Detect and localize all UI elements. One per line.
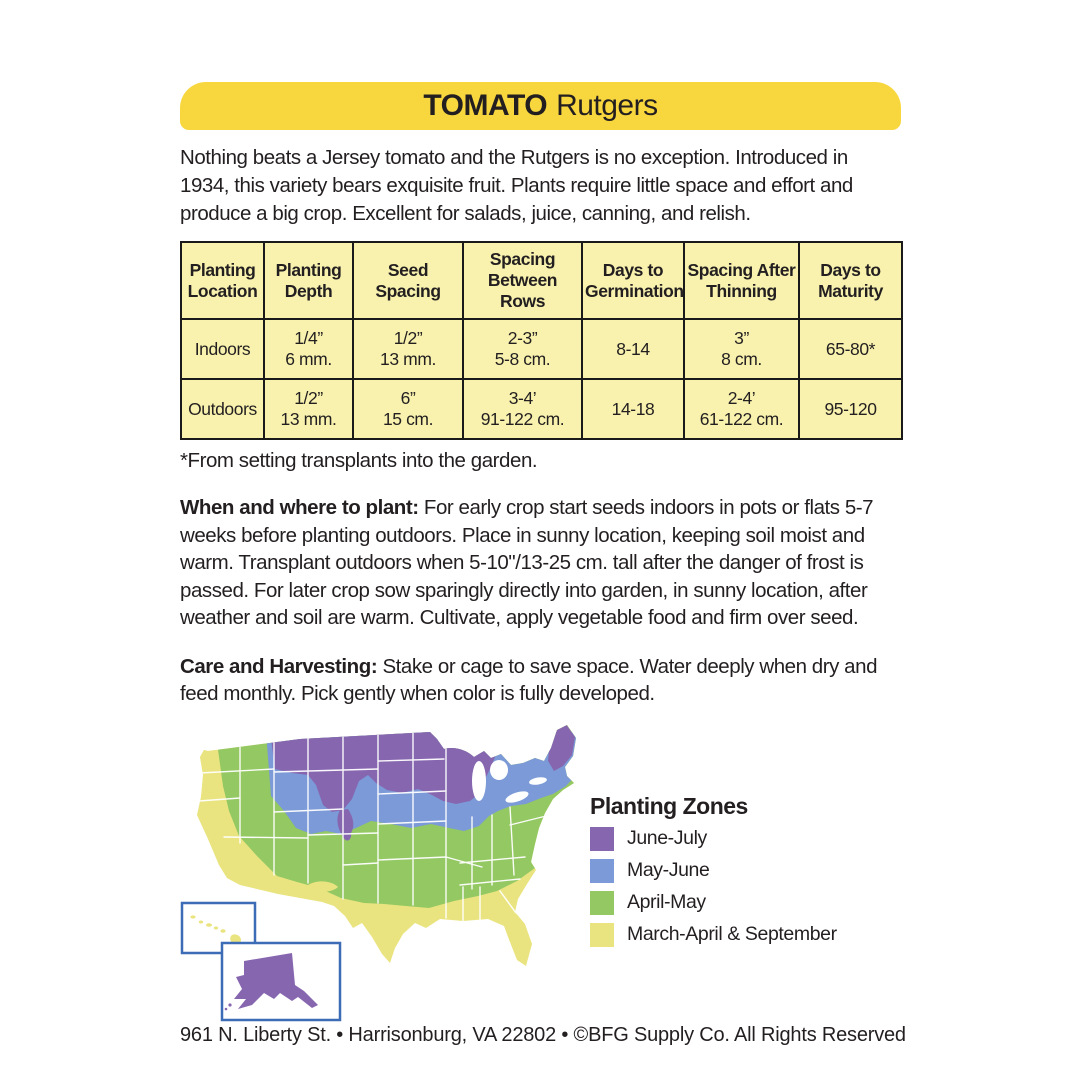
legend-item <box>590 891 890 915</box>
cell-depth: 1/2” 13 mm. <box>264 379 353 439</box>
table-footnote: *From setting transplants into the garden. <box>180 449 538 472</box>
zones-legend <box>590 793 890 955</box>
when-where-section <box>180 494 901 632</box>
legend-swatch-march-april <box>590 923 614 947</box>
when-where-label: When and where to plant: <box>180 496 419 519</box>
publisher-footer: 961 N. Liberty St. • Harrisonburg, VA 22802 • ©BFG Supply Co. All Rights Reserved <box>180 1023 906 1046</box>
col-header: Planting Depth <box>264 242 353 319</box>
cell-thinning: 2-4’ 61-122 cm. <box>684 379 799 439</box>
aleutian-island <box>225 1007 228 1010</box>
cell-maturity: 65-80* <box>799 319 902 379</box>
col-header: Days to Germination <box>582 242 684 319</box>
table-row-indoors <box>181 319 902 379</box>
col-header: Spacing After Thinning <box>684 242 799 319</box>
lake-michigan <box>472 761 486 801</box>
care-harvesting-text: Stake or cage to save space. Water deeply when dry and feed monthly. Pick gently when color is fully developed. <box>180 654 878 705</box>
cell-row-spacing: 2-3” 5-8 cm. <box>463 319 582 379</box>
cell-location: Indoors <box>181 319 264 379</box>
seed-packet-label <box>180 82 906 1047</box>
cell-thinning: 3” 8 cm. <box>684 319 799 379</box>
intro-paragraph: Nothing beats a Jersey tomato and the Rutgers is no exception. Introduced in 1934, this variety bears exquisite fruit. Plants require little space and effort and produce a big crop. Excellent for salads, juice, canning, and relish. <box>180 146 853 225</box>
cell-maturity: 95-120 <box>799 379 902 439</box>
cell-seed-spacing: 6” 15 cm. <box>353 379 463 439</box>
legend-item <box>590 923 890 947</box>
col-header: Seed Spacing <box>353 242 463 319</box>
legend-label: June-July <box>627 827 707 849</box>
cell-seed-spacing: 1/2” 13 mm. <box>353 319 463 379</box>
variety-name: Rutgers <box>556 89 658 122</box>
legend-label: April-May <box>627 891 706 913</box>
legend-item <box>590 859 890 883</box>
when-where-text: For early crop start seeds indoors in pots or flats 5-7 weeks before planting outdoors. Place in sunny location, keeping soil moist and warm. Transplant outdoors when 5-10"/13-25 cm. tall after the danger of frost is passed. For later crop sow sparingly directly into garden, in sunny location, after weather and soil are warm. Cultivate, apply vegetable food and firm over seed. <box>180 496 874 629</box>
table-header-row <box>181 242 902 319</box>
legend-swatch-june-july <box>590 827 614 851</box>
care-harvesting-label: Care and Harvesting: <box>180 654 378 678</box>
planting-spec-table <box>180 241 903 440</box>
cell-depth: 1/4” 6 mm. <box>264 319 353 379</box>
title-banner <box>180 82 901 130</box>
col-header: Planting Location <box>181 242 264 319</box>
care-harvesting-section <box>180 653 901 708</box>
table-row-outdoors <box>181 379 902 439</box>
cell-location: Outdoors <box>181 379 264 439</box>
us-planting-zones-map <box>180 717 600 1022</box>
lake-huron <box>490 760 508 780</box>
cell-germination: 14-18 <box>582 379 684 439</box>
legend-label: May-June <box>627 859 710 881</box>
legend-swatch-april-may <box>590 891 614 915</box>
crop-name: TOMATO <box>423 89 548 122</box>
legend-swatch-may-june <box>590 859 614 883</box>
aleutian-island <box>228 1003 231 1006</box>
col-header: Days to Maturity <box>799 242 902 319</box>
legend-label: March-April & September <box>627 923 837 945</box>
cell-germination: 8-14 <box>582 319 684 379</box>
planting-zones-map-area <box>180 717 901 1022</box>
alaska-inset <box>222 943 340 1020</box>
legend-title: Planting Zones <box>590 792 748 819</box>
cell-row-spacing: 3-4’ 91-122 cm. <box>463 379 582 439</box>
legend-item <box>590 827 890 851</box>
col-header: Spacing Between Rows <box>463 242 582 319</box>
